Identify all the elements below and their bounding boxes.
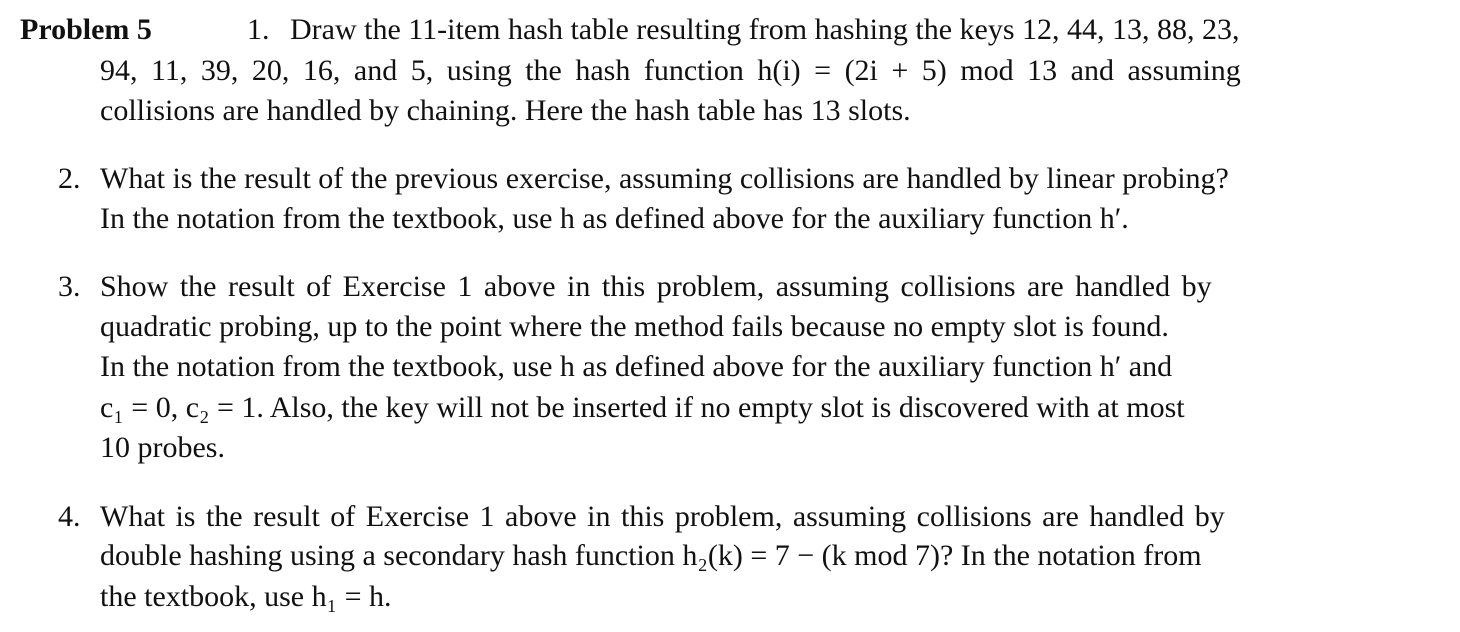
item-3-line-2: quadratic probing, up to the point where the method fails because no empty slot is found. bbox=[100, 310, 1169, 343]
item-1-line-2: 94, 11, 39, 20, 16, and 5, using the hash function h(i) = (2i + 5) mod 13 and assuming bbox=[100, 54, 1241, 87]
item-3-line-4: c₁ = 0, c₂ = 1. Also, the key will not be inserted if no empty slot is discovered with at most bbox=[100, 391, 1185, 424]
item-3-line-1: Show the result of Exercise 1 above in this problem, assuming collisions are handled by bbox=[100, 270, 1212, 303]
item-1-line-3: collisions are handled by chaining. Here the hash table has 13 slots. bbox=[100, 94, 911, 127]
item-4-number: 4. bbox=[58, 500, 81, 533]
item-2-line-2: In the notation from the textbook, use h as defined above for the auxiliary function h′. bbox=[100, 202, 1129, 235]
item-3-line-3: In the notation from the textbook, use h as defined above for the auxiliary function h′ and bbox=[100, 350, 1173, 383]
item-4-line-2: double hashing using a secondary hash function h₂(k) = 7 − (k mod 7)? In the notation from bbox=[100, 539, 1202, 572]
problem-heading: Problem 5 bbox=[20, 13, 152, 46]
item-4-line-1: What is the result of Exercise 1 above in this problem, assuming collisions are handled by bbox=[100, 500, 1225, 533]
item-2-number: 2. bbox=[58, 162, 81, 195]
item-1-number: 1. bbox=[247, 13, 270, 46]
item-3-number: 3. bbox=[58, 270, 81, 303]
item-1-line-1: Draw the 11-item hash table resulting from hashing the keys 12, 44, 13, 88, 23, bbox=[290, 13, 1240, 46]
item-4-line-3: the textbook, use h₁ = h. bbox=[100, 580, 392, 613]
item-3-line-5: 10 probes. bbox=[100, 431, 225, 464]
item-2-line-1: What is the result of the previous exercise, assuming collisions are handled by linear probing? bbox=[100, 162, 1229, 195]
